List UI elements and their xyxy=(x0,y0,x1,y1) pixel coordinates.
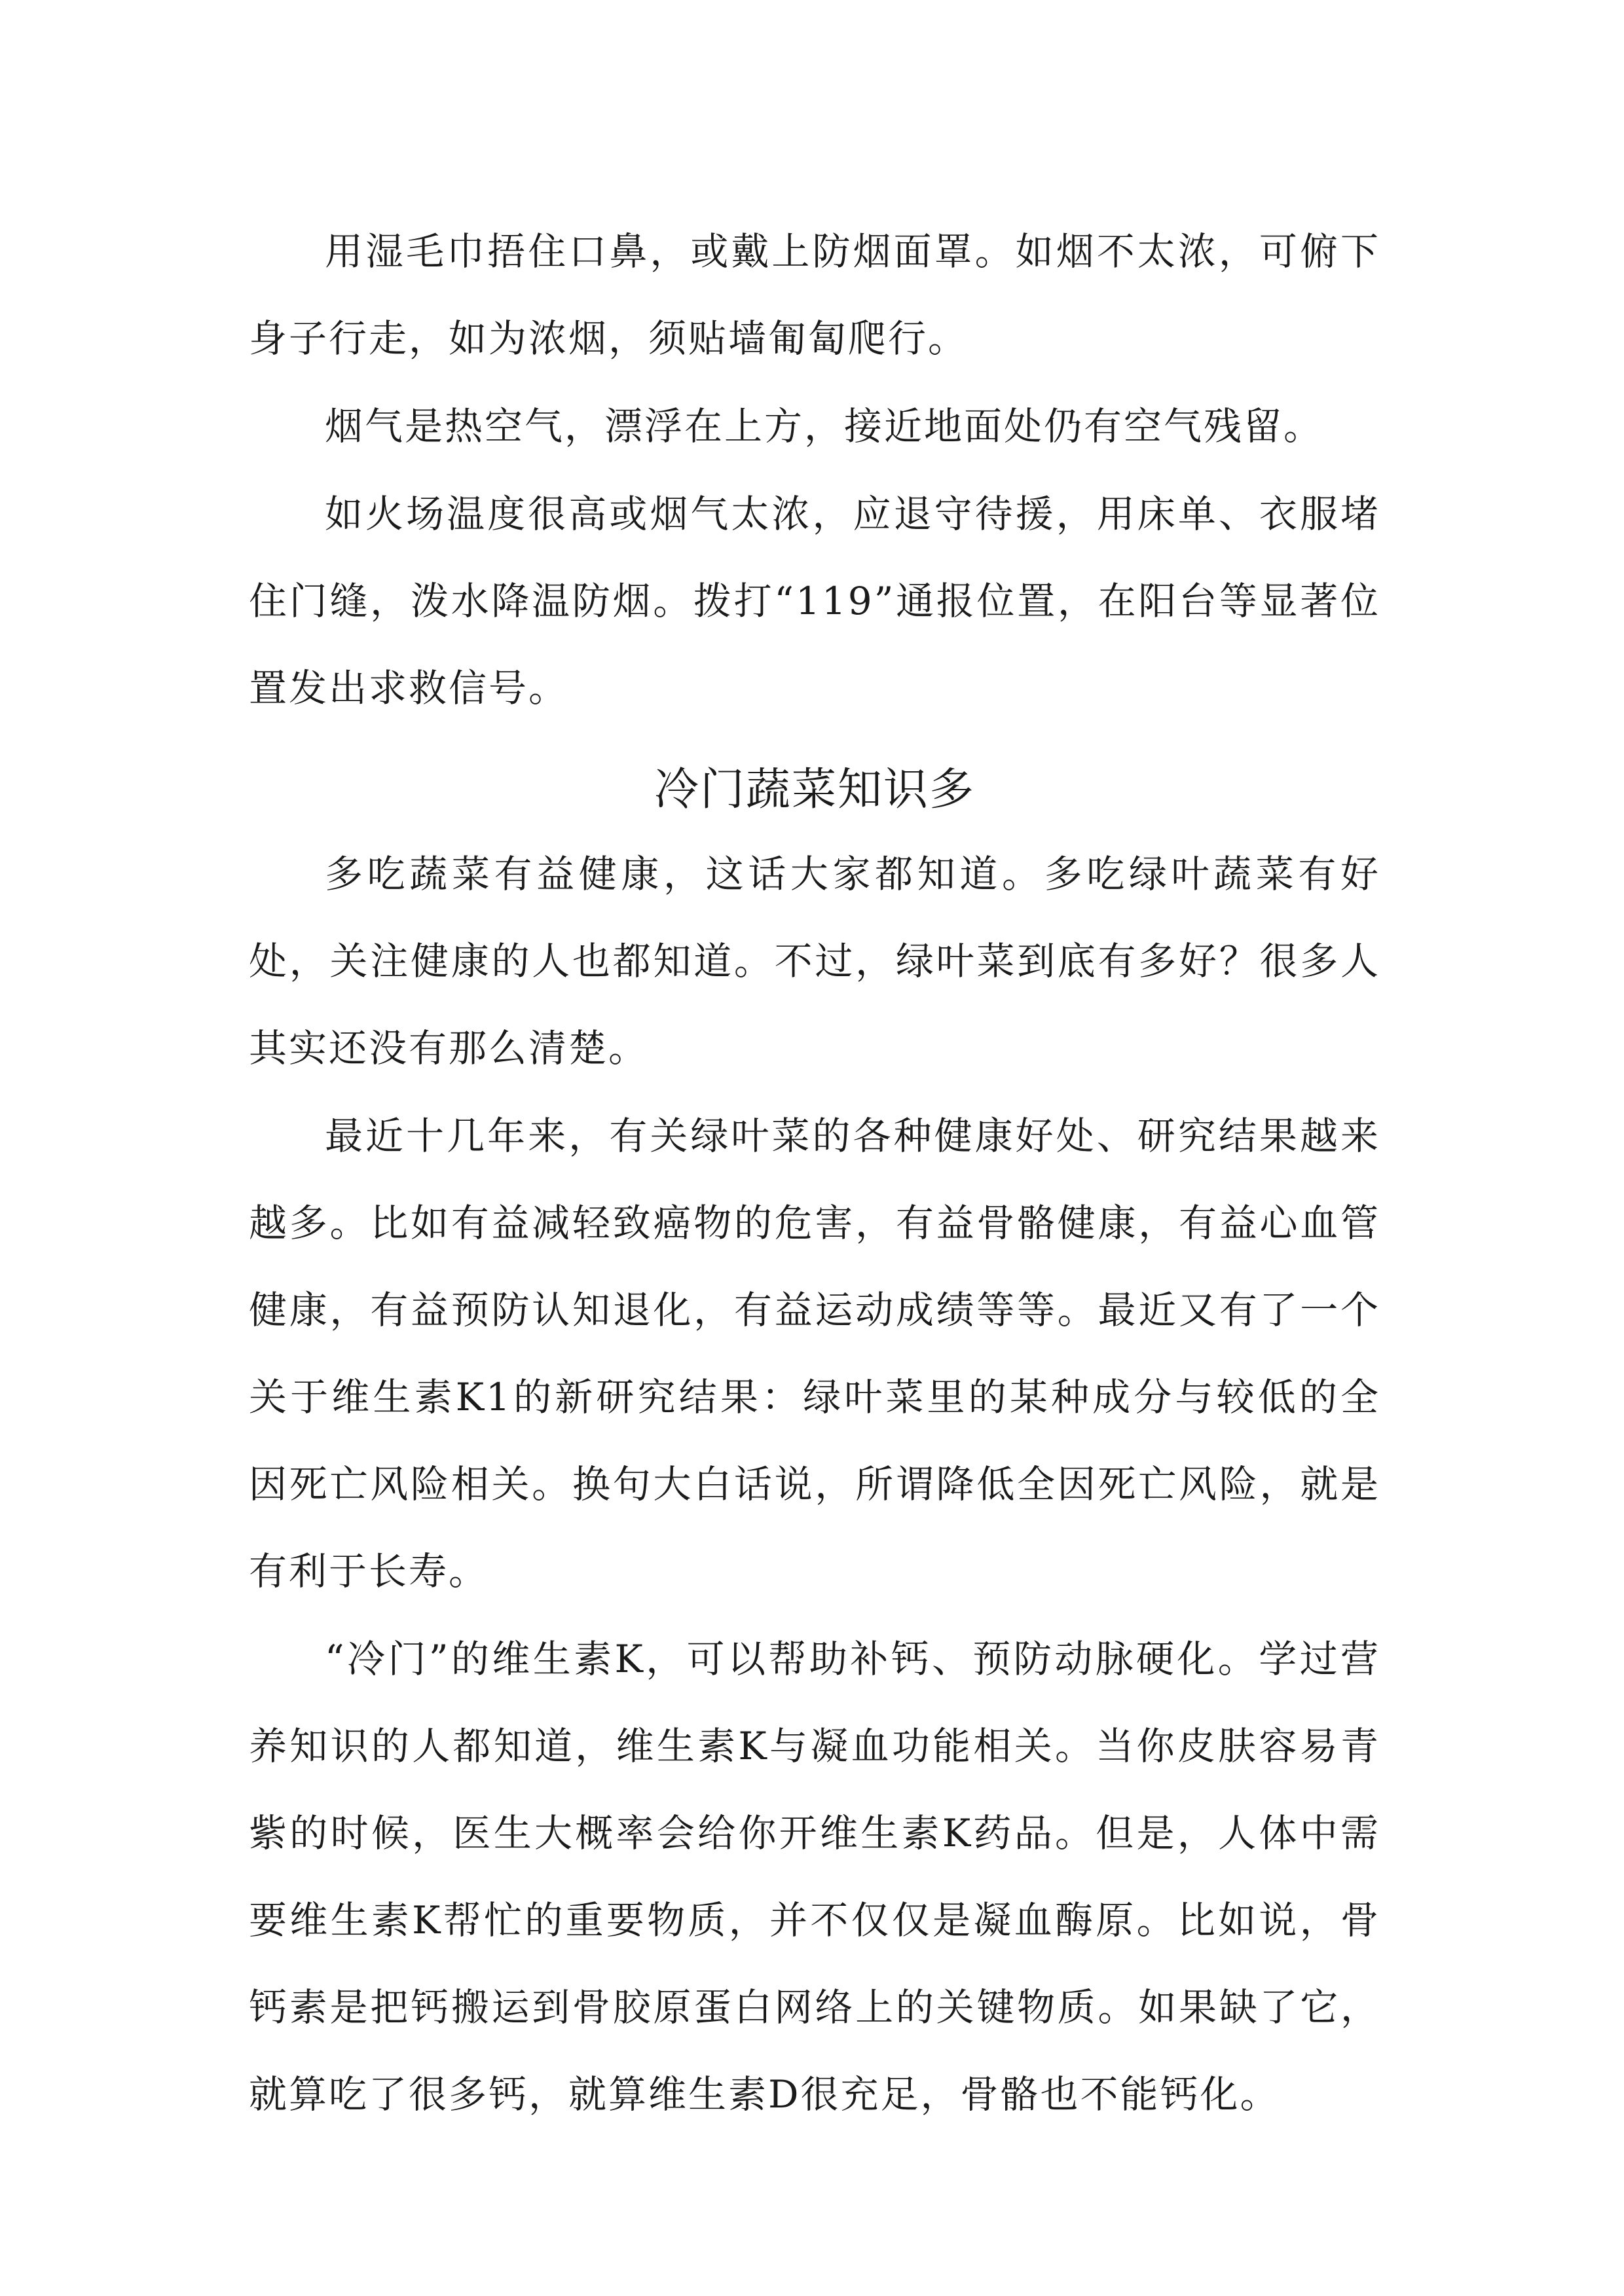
paragraph-vitamin-k: “冷门”的维生素K，可以帮助补钙、预防动脉硬化。学过营养知识的人都知道，维生素K与凝血功能相关。当你皮肤容易青紫的时候，医生大概率会给你开维生素K药品。但是，人体中需要维生素K帮忙的重要物质，并不仅仅是凝血酶原。比如说，骨钙素是把钙搬运到骨胶原蛋白网络上的关键物质。如果缺了它，就算吃了很多钙，就算维生素D很充足，骨骼也不能钙化。 xyxy=(249,1637,1380,2117)
paragraph-wait-rescue: 如火场温度很高或烟气太浓，应退守待援，用床单、衣服堵住门缝，泼水降温防烟。拨打“119”通报位置，在阳台等显著位置发出求救信号。 xyxy=(249,492,1380,710)
article-title: 冷门蔬菜知识多 xyxy=(654,764,975,816)
document-body xyxy=(249,208,1380,2138)
paragraph-hot-air: 烟气是热空气，漂浮在上方，接近地面处仍有空气残留。 xyxy=(325,404,1324,448)
paragraph-smoke-mask: 用湿毛巾捂住口鼻，或戴上防烟面罩。如烟不太浓，可俯下身子行走，如为浓烟，须贴墙匍匐爬行。 xyxy=(249,229,1380,361)
paragraph-vegetables-intro: 多吃蔬菜有益健康，这话大家都知道。多吃绿叶蔬菜有好处，关注健康的人也都知道。不过，绿叶菜到底有多好？很多人其实还没有那么清楚。 xyxy=(249,852,1380,1070)
paragraph-research-results: 最近十几年来，有关绿叶菜的各种健康好处、研究结果越来越多。比如有益减轻致癌物的危害，有益骨骼健康，有益心血管健康，有益预防认知退化，有益运动成绩等等。最近又有了一个关于维生素K1的新研究结果：绿叶菜里的某种成分与较低的全因死亡风险相关。换句大白话说，所谓降低全因死亡风险，就是有利于长寿。 xyxy=(249,1114,1380,1594)
